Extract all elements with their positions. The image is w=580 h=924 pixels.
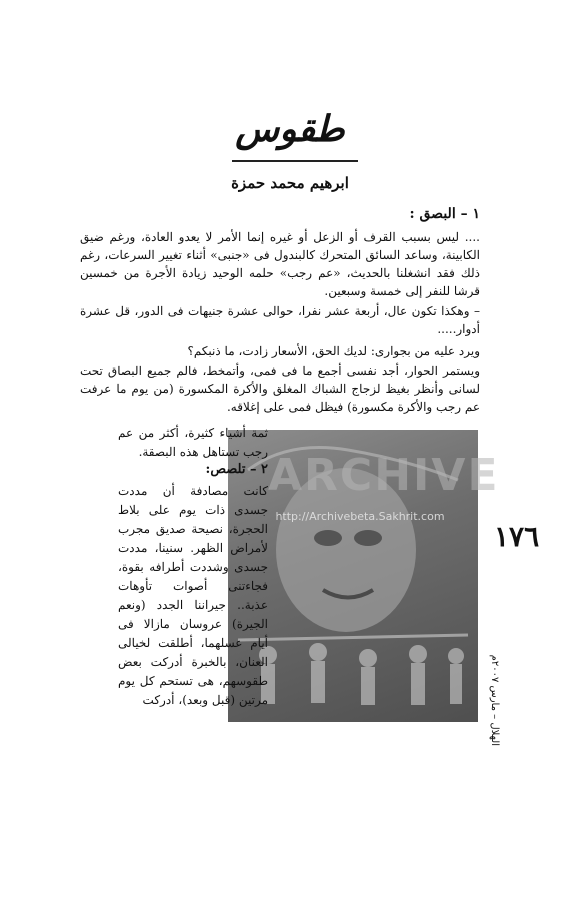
section-heading-1: ١ – البصق : xyxy=(409,206,480,222)
body-paragraph: .... ليس بسبب القرف أو الزعل أو غيره إنما الأمر لا يعدو العادة، ورغم ضيق الكابينة، وساعد السائق المتحرك كالبندول فى «جنبى» أثناء تغيير السرعات، رغم ذلك فقد انشغلنا بالحديث، «عم رجب» حلمه الوحيد زيادة الأجرة من خمسين قرشا للنفر إلى خمسة وسبعين. xyxy=(80,230,480,298)
side-paragraph: كانت مصادفة أن مددت جسدى ذات يوم على بلاط الحجرة، نصيحة صديق مجرب لأمراض الظهر. سنينا، مددت جسدى وشددت أطرافه بقوة، فجاءتنى أصوات تأوهات عذبة.. جيراننا الجدد (ونعم الجيرة) عروسان مازالا فى أيام عسلهما، أطلقت لخيالى العنان، بالخبرة أدركت بعض طقوسهم، هى تستحم كل يوم مرتين (قبل وبعد)، أدركت xyxy=(118,484,268,707)
title-divider xyxy=(232,160,358,162)
section-heading-2: ٢ – تلصص: xyxy=(205,462,268,477)
archive-watermark: ARCHIVE xyxy=(268,450,500,501)
article-author: ابرهيم محمد حمزة xyxy=(231,174,349,192)
running-footer: الهلال – مارس ٢٠٠٧م xyxy=(489,654,500,746)
body-paragraph: ويستمر الحوار، أجد نفسى أجمع ما فى فمى، وأتمخط، فالم جميع البصاق تحت لسانى وأنظر بغيظ لزجاج الشباك المغلق والأكرة المكسورة (من يوم ما عرفت عم رجب والأكرة مكسورة) فيظل فمى على إغلاقه. xyxy=(80,364,480,414)
page-number: ١٧٦ xyxy=(494,520,540,553)
article-title: طقوس xyxy=(235,108,345,150)
body-paragraph: ويرد عليه من بجوارى: لديك الحق، الأسعار زادت، ما ذنبكم؟ xyxy=(187,344,480,358)
archive-watermark-url: http://Archivebeta.Sakhrit.com xyxy=(275,510,445,523)
side-paragraph: ثمة أشياء كثيرة، أكثر من عم رجب تستاهل هذه البصقة. xyxy=(118,426,268,459)
body-paragraph: – وهكذا تكون عال، أربعة عشر نفرا، حوالى عشرة جنيهات فى الدور، قل عشرة أدوار..... xyxy=(80,304,480,336)
